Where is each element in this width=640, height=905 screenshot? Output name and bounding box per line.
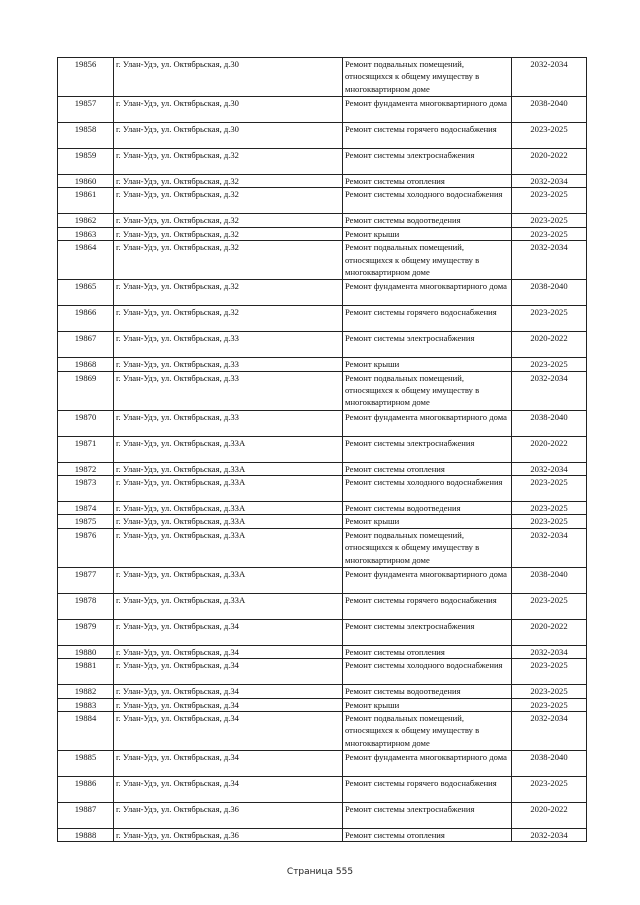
row-id: 19871: [58, 436, 114, 462]
table-row: [58, 358, 587, 371]
row-period: 2023-2025: [512, 227, 587, 240]
row-work: Ремонт системы горячего водоснабжения: [343, 123, 512, 149]
row-period: 2032-2034: [512, 58, 587, 97]
table-row: [58, 829, 587, 842]
row-address: г. Улан-Удэ, ул. Октябрьская, д.33А: [114, 436, 343, 462]
row-period: 2032-2034: [512, 241, 587, 280]
row-id: 19861: [58, 188, 114, 214]
table-row: [58, 241, 587, 280]
row-address: г. Улан-Удэ, ул. Октябрьская, д.33А: [114, 593, 343, 619]
row-period: 2032-2034: [512, 528, 587, 567]
row-work: Ремонт фундамента многоквартирного дома: [343, 97, 512, 123]
row-work: Ремонт системы отопления: [343, 175, 512, 188]
row-period: 2038-2040: [512, 567, 587, 593]
row-work: Ремонт системы холодного водоснабжения: [343, 476, 512, 502]
row-period: 2023-2025: [512, 698, 587, 711]
table-row: [58, 619, 587, 645]
row-id: 19874: [58, 502, 114, 515]
row-period: 2023-2025: [512, 358, 587, 371]
row-address: г. Улан-Удэ, ул. Октябрьская, д.34: [114, 685, 343, 698]
table-row: [58, 659, 587, 685]
row-period: 2023-2025: [512, 476, 587, 502]
table-row: [58, 214, 587, 227]
row-id: 19858: [58, 123, 114, 149]
row-address: г. Улан-Удэ, ул. Октябрьская, д.34: [114, 659, 343, 685]
row-work: Ремонт системы холодного водоснабжения: [343, 188, 512, 214]
row-work: Ремонт системы электроснабжения: [343, 332, 512, 358]
table-row: [58, 175, 587, 188]
row-period: 2020-2022: [512, 332, 587, 358]
row-address: г. Улан-Удэ, ул. Октябрьская, д.30: [114, 97, 343, 123]
row-address: г. Улан-Удэ, ул. Октябрьская, д.34: [114, 777, 343, 803]
table-row: [58, 593, 587, 619]
table-row: [58, 188, 587, 214]
table-row: [58, 685, 587, 698]
row-id: 19873: [58, 476, 114, 502]
table-row: [58, 515, 587, 528]
row-work: Ремонт системы электроснабжения: [343, 149, 512, 175]
row-period: 2023-2025: [512, 593, 587, 619]
table-row: [58, 436, 587, 462]
row-address: г. Улан-Удэ, ул. Октябрьская, д.32: [114, 306, 343, 332]
row-address: г. Улан-Удэ, ул. Октябрьская, д.32: [114, 149, 343, 175]
table-row: [58, 528, 587, 567]
row-period: 2032-2034: [512, 175, 587, 188]
row-address: г. Улан-Удэ, ул. Октябрьская, д.34: [114, 645, 343, 658]
row-period: 2020-2022: [512, 436, 587, 462]
row-work: Ремонт крыши: [343, 227, 512, 240]
row-id: 19862: [58, 214, 114, 227]
row-period: 2023-2025: [512, 515, 587, 528]
table-body: [58, 58, 587, 842]
row-work: Ремонт подвальных помещений, относящихся к общему имуществу в многоквартирном доме: [343, 241, 512, 280]
table-row: [58, 462, 587, 475]
row-id: 19879: [58, 619, 114, 645]
row-period: 2032-2034: [512, 645, 587, 658]
row-period: 2023-2025: [512, 188, 587, 214]
row-address: г. Улан-Удэ, ул. Октябрьская, д.33А: [114, 476, 343, 502]
row-address: г. Улан-Удэ, ул. Октябрьская, д.34: [114, 619, 343, 645]
row-id: 19860: [58, 175, 114, 188]
row-id: 19877: [58, 567, 114, 593]
table-row: [58, 58, 587, 97]
row-id: 19875: [58, 515, 114, 528]
table-row: [58, 306, 587, 332]
table-row: [58, 803, 587, 829]
table-row: [58, 751, 587, 777]
row-address: г. Улан-Удэ, ул. Октябрьская, д.33: [114, 332, 343, 358]
row-address: г. Улан-Удэ, ул. Октябрьская, д.32: [114, 227, 343, 240]
row-id: 19885: [58, 751, 114, 777]
row-id: 19878: [58, 593, 114, 619]
row-id: 19883: [58, 698, 114, 711]
row-period: 2023-2025: [512, 685, 587, 698]
table-row: [58, 502, 587, 515]
row-period: 2038-2040: [512, 97, 587, 123]
row-id: 19881: [58, 659, 114, 685]
row-id: 19882: [58, 685, 114, 698]
table-row: [58, 123, 587, 149]
row-id: 19888: [58, 829, 114, 842]
repair-schedule-table: [57, 57, 587, 842]
row-period: 2020-2022: [512, 149, 587, 175]
row-work: Ремонт крыши: [343, 515, 512, 528]
row-id: 19868: [58, 358, 114, 371]
row-work: Ремонт системы горячего водоснабжения: [343, 306, 512, 332]
row-address: г. Улан-Удэ, ул. Октябрьская, д.33: [114, 358, 343, 371]
page-number: Страница 555: [286, 867, 354, 877]
row-work: Ремонт фундамента многоквартирного дома: [343, 280, 512, 306]
row-address: г. Улан-Удэ, ул. Октябрьская, д.32: [114, 214, 343, 227]
row-id: 19869: [58, 371, 114, 410]
row-work: Ремонт системы горячего водоснабжения: [343, 777, 512, 803]
row-period: 2023-2025: [512, 306, 587, 332]
row-id: 19863: [58, 227, 114, 240]
row-id: 19870: [58, 410, 114, 436]
row-work: Ремонт системы отопления: [343, 462, 512, 475]
row-id: 19880: [58, 645, 114, 658]
row-work: Ремонт системы горячего водоснабжения: [343, 593, 512, 619]
table-row: [58, 698, 587, 711]
row-address: г. Улан-Удэ, ул. Октябрьская, д.33: [114, 410, 343, 436]
row-period: 2032-2034: [512, 462, 587, 475]
row-id: 19876: [58, 528, 114, 567]
row-work: Ремонт системы отопления: [343, 829, 512, 842]
row-address: г. Улан-Удэ, ул. Октябрьская, д.33: [114, 371, 343, 410]
row-address: г. Улан-Удэ, ул. Октябрьская, д.34: [114, 712, 343, 751]
row-address: г. Улан-Удэ, ул. Октябрьская, д.33А: [114, 515, 343, 528]
row-work: Ремонт крыши: [343, 698, 512, 711]
row-period: 2020-2022: [512, 619, 587, 645]
row-work: Ремонт крыши: [343, 358, 512, 371]
table-row: [58, 476, 587, 502]
row-address: г. Улан-Удэ, ул. Октябрьская, д.33А: [114, 528, 343, 567]
table-row: [58, 280, 587, 306]
row-work: Ремонт системы электроснабжения: [343, 803, 512, 829]
row-id: 19856: [58, 58, 114, 97]
row-work: Ремонт системы электроснабжения: [343, 619, 512, 645]
table-row: [58, 712, 587, 751]
row-work: Ремонт системы отопления: [343, 645, 512, 658]
row-id: 19867: [58, 332, 114, 358]
row-work: Ремонт подвальных помещений, относящихся к общему имуществу в многоквартирном доме: [343, 371, 512, 410]
table-row: [58, 777, 587, 803]
table-row: [58, 97, 587, 123]
table-row: [58, 410, 587, 436]
row-work: Ремонт системы водоотведения: [343, 685, 512, 698]
row-id: 19884: [58, 712, 114, 751]
row-work: Ремонт подвальных помещений, относящихся к общему имуществу в многоквартирном доме: [343, 712, 512, 751]
table-row: [58, 149, 587, 175]
row-work: Ремонт подвальных помещений, относящихся к общему имуществу в многоквартирном доме: [343, 528, 512, 567]
row-period: 2038-2040: [512, 410, 587, 436]
row-period: 2023-2025: [512, 659, 587, 685]
row-work: Ремонт фундамента многоквартирного дома: [343, 751, 512, 777]
row-work: Ремонт фундамента многоквартирного дома: [343, 410, 512, 436]
row-period: 2023-2025: [512, 502, 587, 515]
row-work: Ремонт фундамента многоквартирного дома: [343, 567, 512, 593]
row-address: г. Улан-Удэ, ул. Октябрьская, д.30: [114, 58, 343, 97]
row-period: 2023-2025: [512, 214, 587, 227]
row-period: 2023-2025: [512, 777, 587, 803]
row-id: 19865: [58, 280, 114, 306]
row-id: 19859: [58, 149, 114, 175]
row-period: 2038-2040: [512, 751, 587, 777]
row-work: Ремонт системы холодного водоснабжения: [343, 659, 512, 685]
row-address: г. Улан-Удэ, ул. Октябрьская, д.33А: [114, 502, 343, 515]
row-work: Ремонт системы водоотведения: [343, 214, 512, 227]
row-address: г. Улан-Удэ, ул. Октябрьская, д.34: [114, 698, 343, 711]
row-address: г. Улан-Удэ, ул. Октябрьская, д.30: [114, 123, 343, 149]
row-id: 19857: [58, 97, 114, 123]
row-address: г. Улан-Удэ, ул. Октябрьская, д.32: [114, 175, 343, 188]
row-period: 2020-2022: [512, 803, 587, 829]
table-row: [58, 567, 587, 593]
table-row: [58, 645, 587, 658]
row-work: Ремонт подвальных помещений, относящихся к общему имуществу в многоквартирном доме: [343, 58, 512, 97]
row-address: г. Улан-Удэ, ул. Октябрьская, д.36: [114, 803, 343, 829]
row-work: Ремонт системы водоотведения: [343, 502, 512, 515]
row-period: 2038-2040: [512, 280, 587, 306]
row-id: 19864: [58, 241, 114, 280]
row-id: 19886: [58, 777, 114, 803]
row-period: 2032-2034: [512, 712, 587, 751]
row-period: 2023-2025: [512, 123, 587, 149]
table-row: [58, 371, 587, 410]
row-id: 19866: [58, 306, 114, 332]
row-id: 19887: [58, 803, 114, 829]
row-address: г. Улан-Удэ, ул. Октябрьская, д.34: [114, 751, 343, 777]
row-address: г. Улан-Удэ, ул. Октябрьская, д.33А: [114, 567, 343, 593]
row-period: 2032-2034: [512, 371, 587, 410]
row-address: г. Улан-Удэ, ул. Октябрьская, д.33А: [114, 462, 343, 475]
row-id: 19872: [58, 462, 114, 475]
row-period: 2032-2034: [512, 829, 587, 842]
row-work: Ремонт системы электроснабжения: [343, 436, 512, 462]
table-row: [58, 332, 587, 358]
row-address: г. Улан-Удэ, ул. Октябрьская, д.32: [114, 280, 343, 306]
row-address: г. Улан-Удэ, ул. Октябрьская, д.36: [114, 829, 343, 842]
table-row: [58, 227, 587, 240]
row-address: г. Улан-Удэ, ул. Октябрьская, д.32: [114, 188, 343, 214]
row-address: г. Улан-Удэ, ул. Октябрьская, д.32: [114, 241, 343, 280]
